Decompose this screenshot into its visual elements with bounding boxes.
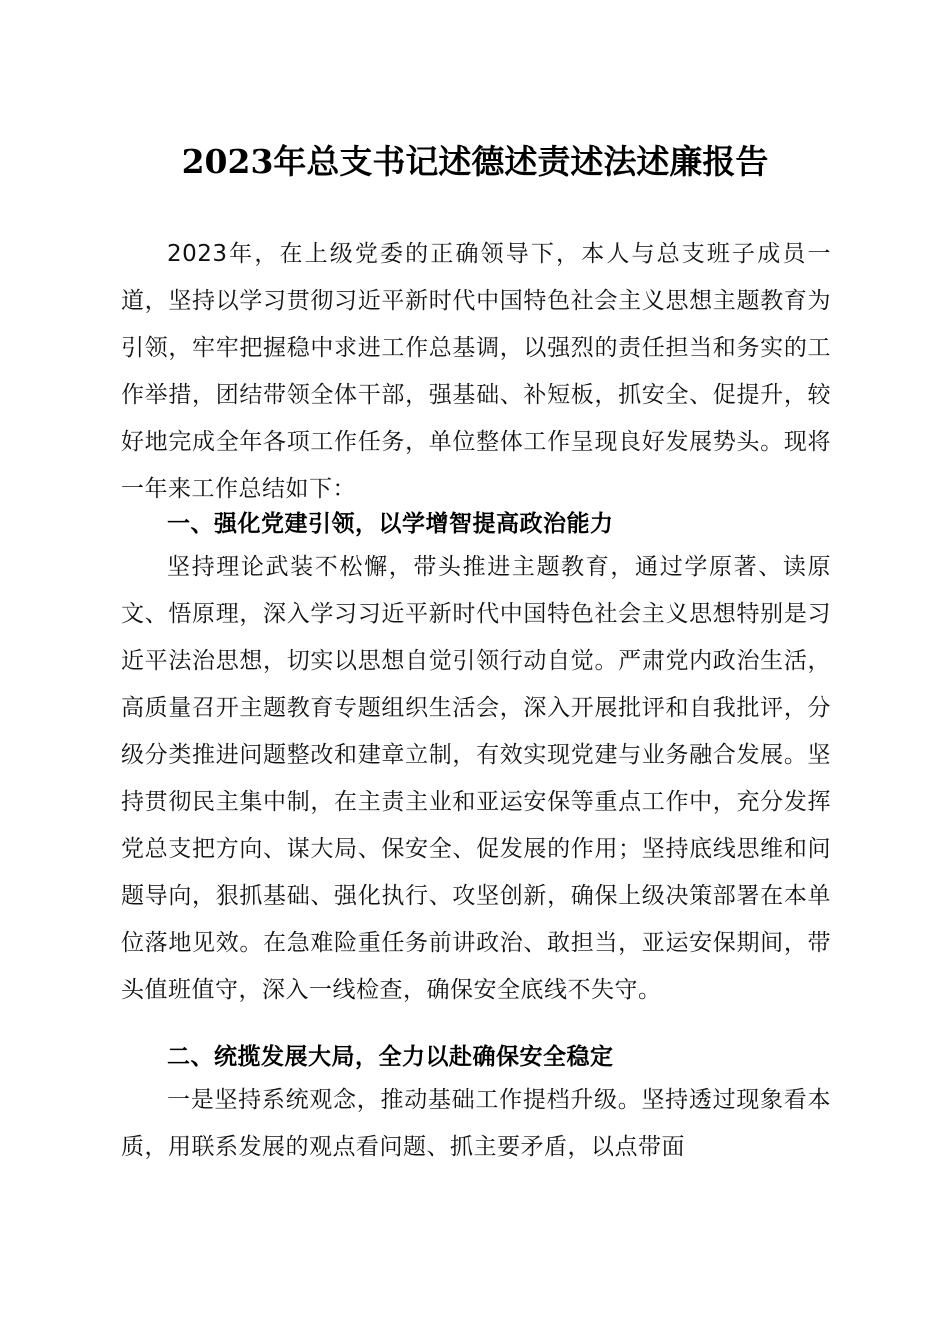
document-title: 2023年总支书记述德述责述法述廉报告: [181, 142, 769, 181]
paragraph-section-1: 坚持理论武装不松懈，带头推进主题教育，通过学原著、读原文、悟原理，深入学习习近平新时代中国特色社会主义思想特别是习近平法治思想，切实以思想自觉引领行动自觉。严肃党内政治生活，高质量召开主题教育专题组织生活会，深入开展批评和自我批评，分级分类推进问题整改和建章立制，有效实现党建与业务融合发展。坚持贯彻民主集中制，在主责主业和亚运安保等重点工作中，充分发挥党总支把方向、谋大局、保安全、促发展的作用；坚持底线思维和问题导向，狠抓基础、强化执行、攻坚创新，确保上级决策部署在本单位落地见效。在急难险重任务前讲政治、敢担当，亚运安保期间，带头值班值守，深入一线检查，确保安全底线不失守。: [121, 554, 831, 1003]
paragraph-section-2: 一是坚持系统观念，推动基础工作提档升级。坚持透过现象看本质，用联系发展的观点看问题、抓主要矛盾，以点带面: [121, 1087, 831, 1160]
section-heading-2: 二、统揽发展大局，全力以赴确保安全稳定: [167, 1044, 614, 1070]
paragraph-intro: 2023年，在上级党委的正确领导下，本人与总支班子成员一道，坚持以学习贯彻习近平新时代中国特色社会主义思想主题教育为引领，牢牢把握稳中求进工作总基调，以强烈的责任担当和务实的工作举措，团结带领全体干部，强基础、补短板，抓安全、促提升，较好地完成全年各项工作任务，单位整体工作呈现良好发展势头。现将一年来工作总结如下：: [121, 241, 831, 502]
section-heading-1: 一、强化党建引领，以学增智提高政治能力: [167, 511, 614, 537]
